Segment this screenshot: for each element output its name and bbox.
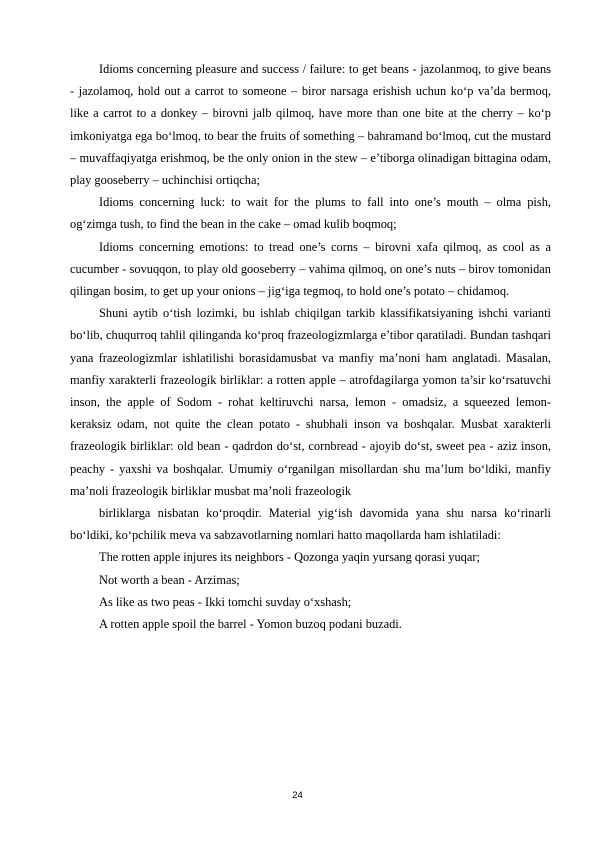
paragraph-luck-idioms: Idioms concerning luck: to wait for the plums to fall into one’s mouth – olma pish, og‘zimga tush, to find the bean in the cake – omad kulib boqmoq; — [70, 195, 551, 232]
proverb-item: As like as two peas - Ikki tomchi suvday o‘xshash; — [99, 594, 352, 609]
paragraph-emotion-idioms: Idioms concerning emotions: to tread one’s corns – birovni xafa qilmoq, as cool as a cucumber - sovuqqon, to play old gooseberry – vahima qilmoq, on one’s nuts – birov tomonidan qilingan bosim, to get up your onions – jig‘iga tegmoq, to hold one’s potato – chidamoq. — [70, 239, 551, 299]
paragraph-classification-discussion: Shuni aytib o‘tish lozimki, bu ishlab chiqilgan tarkib klassifikatsiyaning ishchi varianti bo‘lib, chuqurroq tahlil qilinganda ko‘proq frazeologizmlarga e’tibor qaratiladi. Bundan tashqari yana frazeologizmlar ishlatilishi borasidamusbat va manfiy ma’noni ham anglatadi. Masalan, manfiy xarakterli frazeologik birliklar: a rotten apple – atrofdagilarga yomon ta’sir ko‘rsatuvchi inson, the apple of Sodom - rohat keltiruvchi narsa, lemon - omadsiz, a squeezed lemon- keraksiz odam, not quite the clean potato - shubhali inson va boshqalar. Musbat xarakterli frazeologik birliklar: old bean - qadrdon do‘st, cornbread - ajoyib do‘st, sweet pea - aziz inson, peachy - yaxshi va boshqalar. Umumiy o‘rganilgan misollardan shu ma’lum bo‘ldiki, manfiy ma’noli frazeologik birliklar musbat ma’noli frazeologik — [70, 306, 551, 498]
proverb-item: The rotten apple injures its neighbors - Qozonga yaqin yursang qorasi yuqar; — [99, 550, 480, 565]
page-number: 24 — [292, 790, 303, 801]
proverb-item: Not worth a bean - Arzimas; — [99, 572, 240, 587]
paragraph-pleasure-success-idioms: Idioms concerning pleasure and success / failure: to get beans - jazolanmoq, to give beans - jazolamoq, hold out a carrot to someone – biror narsaga erishish uchun ko‘p va’da bermoq, like a carrot to a donkey – birovni jalb qilmoq, have more than one bite at the cherry – ko‘p imkoniyatga ega bo‘lmoq, to bear the fruits of something – bahramand bo‘lmoq, cut the mustard – muvaffaqiyatga erishmoq, be the only onion in the stew – e’tiborga olinadigan bittagina odam, play gooseberry – uchinchisi ortiqcha; — [70, 62, 551, 188]
document-body — [70, 58, 551, 635]
proverb-item: A rotten apple spoil the barrel - Yomon buzoq podani buzadi. — [99, 617, 402, 632]
paragraph-proverbs-intro: birliklarga nisbatan ko‘proqdir. Material yig‘ish davomida yana shu narsa ko‘rinarli bo‘ldiki, ko‘pchilik meva va sabzavotlarning nomlari hatto maqollarda ham ishlatiladi: — [70, 506, 551, 543]
